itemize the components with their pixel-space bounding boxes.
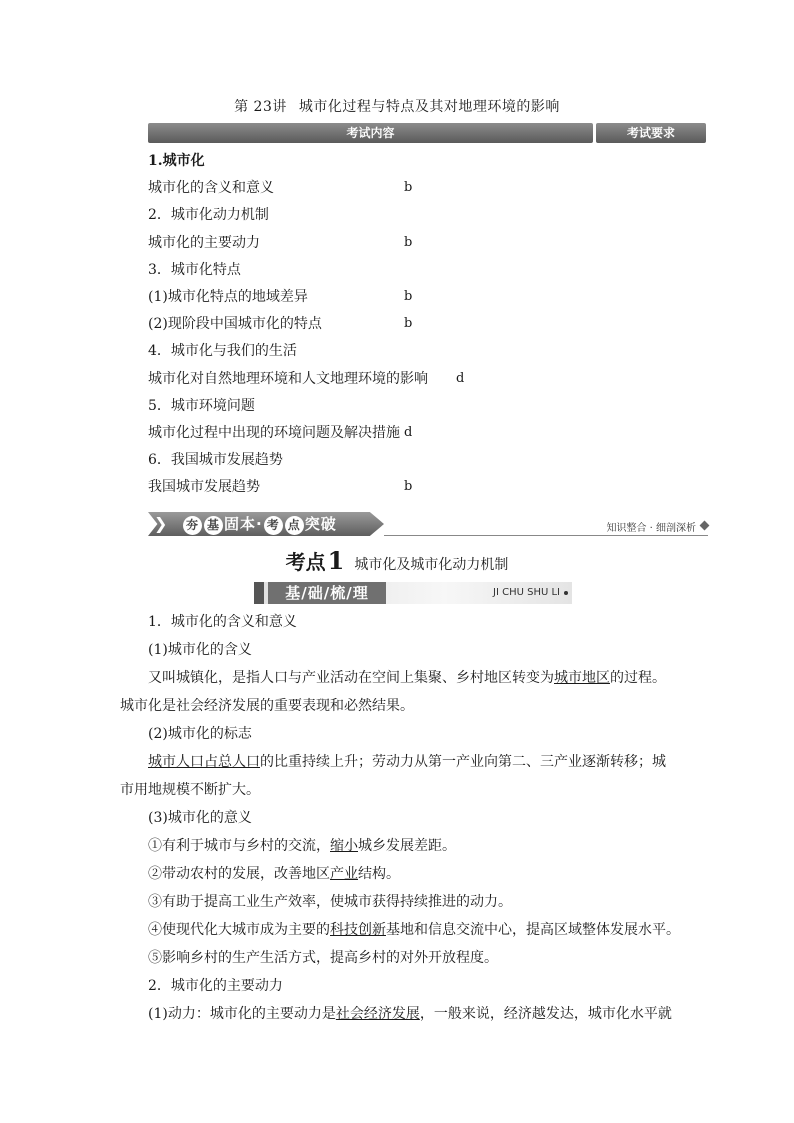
jichu-pinyin: JI CHU SHU LI <box>493 587 560 598</box>
table-row <box>148 396 255 416</box>
table-cell-content: 城市化的含义和意义 <box>148 180 274 197</box>
table-row <box>148 287 413 307</box>
kaodian-number: 1 <box>327 546 345 575</box>
banner-char: 考 <box>264 516 283 535</box>
table-row <box>148 260 241 280</box>
chapter-number: 第 23讲 <box>234 99 287 115</box>
sub-heading: (2)城市化的标志 <box>148 726 252 742</box>
kaodian-title: 城市化及城市化动力机制 <box>354 557 509 573</box>
sub-heading: (1)城市化的含义 <box>148 642 252 658</box>
kaodian-label: 考点 <box>285 550 326 574</box>
table-row <box>148 341 297 361</box>
table-cell-requirement: d <box>456 370 465 386</box>
table-row <box>148 151 205 171</box>
sub-heading: (3)城市化的意义 <box>148 810 252 826</box>
table-cell-content: 1.城市化 <box>148 153 205 169</box>
table-row <box>148 314 413 334</box>
table-cell-content: 5．城市环境问题 <box>148 397 255 414</box>
table-cell-content: (1)城市化特点的地域差异 <box>148 289 308 305</box>
table-row <box>148 423 413 443</box>
table-cell-content: 3．城市化特点 <box>148 261 241 278</box>
jichu-label: 基/础/梳/理 <box>268 582 386 604</box>
list-item: ③有助于提高工业生产效率，使城市获得持续推进的动力。 <box>148 894 512 910</box>
section-heading: 1．城市化的含义和意义 <box>148 614 297 630</box>
table-cell-requirement: b <box>404 316 413 332</box>
table-cell-requirement: b <box>404 289 413 304</box>
banner-title: 夯 基 固本· 考 点 突破 <box>182 512 337 536</box>
table-cell-content: 我国城市发展趋势 <box>148 479 260 496</box>
table-cell-requirement: d <box>404 425 413 440</box>
table-row <box>148 450 283 470</box>
table-cell-requirement: b <box>404 180 413 196</box>
page-title <box>0 96 794 116</box>
chapter-title: 城市化过程与特点及其对地理环境的影响 <box>298 99 560 115</box>
jichu-bar <box>254 582 572 604</box>
table-cell-requirement: b <box>404 234 413 250</box>
paragraph-driving-force: (1)动力：城市化的主要动力是社会经济发展，一般来说，经济越发达，城市化水平就 <box>148 1006 672 1022</box>
table-row <box>148 205 269 225</box>
table-row <box>148 369 465 389</box>
dot-icon <box>564 591 568 595</box>
paragraph-indicators: 城市人口占总人口的比重持续上升；劳动力从第一产业向第二、三产业逐渐转移；城市用地规模不断扩大。 <box>120 754 666 798</box>
table-cell-content: 城市化的主要动力 <box>148 234 260 251</box>
table-header-content: 考试内容 <box>148 123 593 143</box>
chevron-right-icon: ❯ <box>154 514 168 533</box>
table-cell-requirement: b <box>404 479 413 495</box>
table-cell-content: 2．城市化动力机制 <box>148 207 269 224</box>
table-header-requirement: 考试要求 <box>596 123 706 143</box>
paragraph-definition: 又叫城镇化，是指人口与产业活动在空间上集聚、乡村地区转变为城市地区的过程。城市化是社会经济发展的重要表现和必然结果。 <box>120 670 666 714</box>
table-cell-content: 6．我国城市发展趋势 <box>148 452 283 469</box>
table-row <box>148 178 413 198</box>
table-row <box>148 477 413 497</box>
section-heading: 2．城市化的主要动力 <box>148 978 283 994</box>
banner-char: 夯 <box>183 516 202 535</box>
list-item: ⑤影响乡村的生产生活方式，提高乡村的对外开放程度。 <box>148 950 498 966</box>
banner-char: 基 <box>204 516 223 535</box>
banner-subtitle: 知识整合 · 细剖深析 <box>606 523 696 534</box>
table-cell-content: 4．城市化与我们的生活 <box>148 343 297 360</box>
table-cell-content: 城市化过程中出现的环境问题及解决措施 <box>148 425 400 441</box>
kaodian-heading <box>0 546 794 575</box>
list-item: ②带动农村的发展，改善地区产业结构。 <box>148 866 400 882</box>
banner-char: 点 <box>285 516 304 535</box>
diamond-icon <box>700 521 710 531</box>
table-cell-content: 城市化对自然地理环境和人文地理环境的影响 <box>148 370 428 387</box>
banner-divider <box>384 535 708 536</box>
list-item: ④使现代化大城市成为主要的科技创新基地和信息交流中心，提高区域整体发展水平。 <box>148 922 680 938</box>
list-item: ①有利于城市与乡村的交流，缩小城乡发展差距。 <box>148 838 456 854</box>
section-banner <box>148 510 708 538</box>
table-row <box>148 233 413 253</box>
table-cell-content: (2)现阶段中国城市化的特点 <box>148 316 322 333</box>
